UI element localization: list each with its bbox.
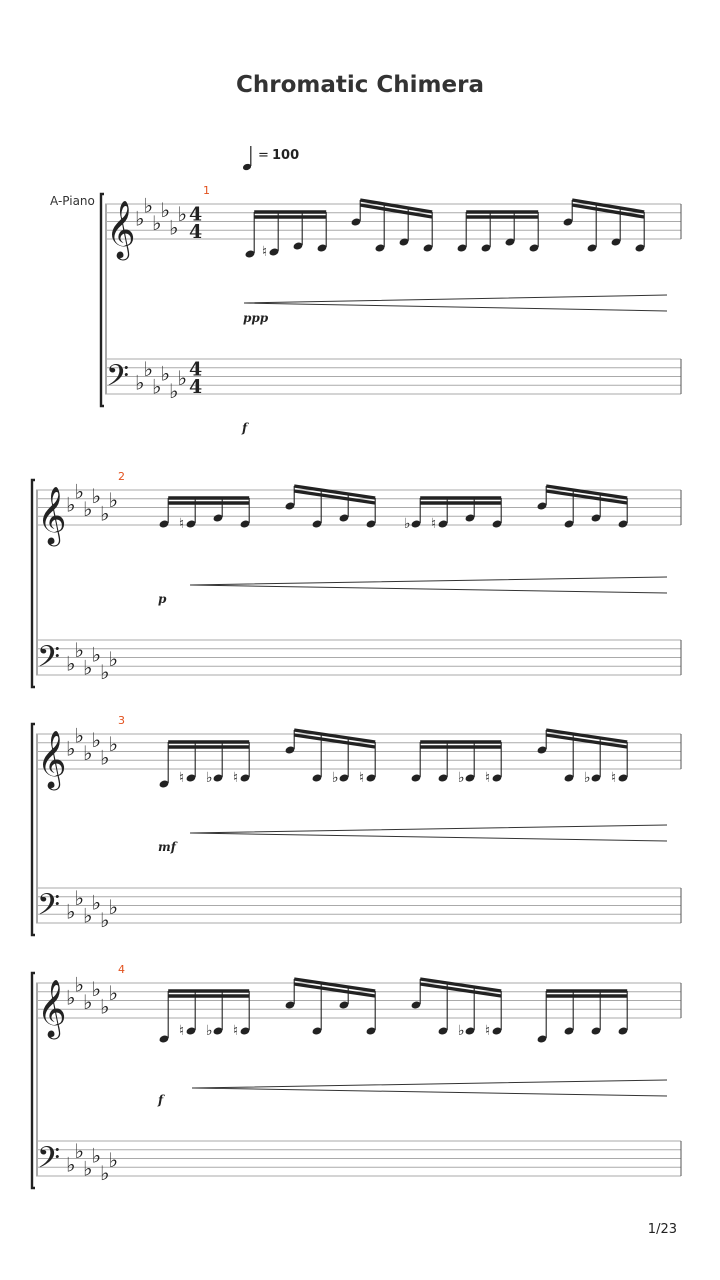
flat-icon: ♭ [91,642,101,667]
flat-icon: ♭ [83,740,93,765]
flat-icon: ♭ [91,1143,101,1168]
natural-icon: ♮ [179,516,185,532]
dynamic-marking: ppp [243,311,269,325]
flat-icon: ♭ [135,206,145,231]
measure-number: 2 [118,470,125,483]
flat-icon: ♭ [100,501,110,526]
flat-icon: ♭ [66,985,76,1010]
score-title: Chromatic Chimera [236,72,484,98]
flat-icon: ♭ [66,736,76,761]
natural-icon: ♮ [485,770,491,786]
flat-icon: ♭ [135,370,145,395]
flat-icon: ♭ [206,770,213,786]
flat-icon: ♭ [169,215,179,240]
flat-icon: ♭ [108,488,118,513]
treble-clef-icon: 𝄞 [37,730,67,788]
natural-icon: ♮ [233,770,239,786]
system [32,714,681,935]
measure-number: 1 [203,184,210,197]
flat-icon: ♭ [404,516,411,532]
flat-icon: ♭ [152,210,162,235]
time-signature-top: 4 [189,203,203,226]
flat-icon: ♭ [152,374,162,399]
system [32,470,681,687]
crescendo-hairpin [192,1080,667,1096]
flat-icon: ♭ [584,770,591,786]
system-bracket [32,973,35,1188]
dynamic-marking: p [158,592,167,606]
natural-icon: ♮ [359,770,365,786]
bass-clef-icon: 𝄢 [37,1141,61,1183]
flat-icon: ♭ [91,976,101,1001]
flat-icon: ♭ [100,908,110,932]
page-number: 1/23 [647,1222,677,1237]
dynamic-marking: f [158,1093,164,1107]
flat-icon: ♭ [108,1147,118,1172]
flat-icon: ♭ [206,1023,213,1039]
flat-icon: ♭ [177,202,187,227]
time-signature-bottom: 4 [189,221,203,243]
flat-icon: ♭ [160,197,170,222]
flat-icon: ♭ [74,1139,84,1164]
bass-dynamic-marking: f [242,421,248,435]
measure-number: 3 [118,714,125,727]
bass-clef-icon: 𝄢 [106,359,130,401]
flat-icon: ♭ [91,727,101,752]
flat-icon: ♭ [74,723,84,748]
system-bracket [32,724,35,935]
measure-number: 4 [118,963,125,976]
flat-icon: ♭ [332,770,339,786]
natural-icon: ♮ [262,244,268,260]
flat-icon: ♭ [83,1156,93,1181]
natural-icon: ♮ [611,770,617,786]
time-signature-bottom: 4 [189,376,203,398]
flat-icon: ♭ [74,886,84,911]
flat-icon: ♭ [74,638,84,663]
flat-icon: ♭ [83,903,93,928]
flat-icon: ♭ [108,894,118,919]
systems [32,184,681,1188]
flat-icon: ♭ [160,361,170,386]
dynamic-marking: mf [158,840,176,854]
natural-icon: ♮ [485,1023,491,1039]
crescendo-hairpin [244,295,667,311]
flat-icon: ♭ [177,365,187,390]
tempo-equals: = [258,148,269,163]
flat-icon: ♭ [83,496,93,521]
crescendo-hairpin [190,825,667,841]
flat-icon: ♭ [66,651,76,676]
system-bracket [101,194,104,406]
treble-clef-icon: 𝄞 [106,200,136,258]
flat-icon: ♭ [66,1152,76,1177]
flat-icon: ♭ [458,770,465,786]
treble-clef-icon: 𝄞 [37,486,67,544]
treble-clef-icon: 𝄞 [37,979,67,1037]
flat-icon: ♭ [74,479,84,504]
crescendo-hairpin [190,577,667,593]
bass-clef-icon: 𝄢 [37,640,61,682]
natural-icon: ♮ [179,770,185,786]
system [32,963,681,1188]
flat-icon: ♭ [91,483,101,508]
flat-icon: ♭ [100,745,110,770]
flat-icon: ♭ [100,994,110,1019]
instrument-label: A-Piano [50,194,95,208]
flat-icon: ♭ [83,655,93,680]
flat-icon: ♭ [66,899,76,924]
flat-icon: ♭ [458,1023,465,1039]
flat-icon: ♭ [143,357,153,382]
flat-icon: ♭ [100,1161,110,1185]
natural-icon: ♮ [431,516,437,532]
bass-clef-icon: 𝄢 [37,888,61,930]
flat-icon: ♭ [83,989,93,1014]
tempo-value: 100 [272,148,300,163]
natural-icon: ♮ [179,1023,185,1039]
system-bracket [32,480,35,687]
flat-icon: ♭ [169,379,179,403]
natural-icon: ♮ [233,1023,239,1039]
flat-icon: ♭ [91,890,101,915]
tempo-marking [242,146,299,171]
flat-icon: ♭ [74,972,84,997]
flat-icon: ♭ [100,660,110,684]
flat-icon: ♭ [108,646,118,671]
flat-icon: ♭ [66,492,76,517]
flat-icon: ♭ [143,193,153,218]
flat-icon: ♭ [108,981,118,1006]
time-signature-top: 4 [189,358,203,381]
system [101,184,681,435]
flat-icon: ♭ [108,732,118,757]
